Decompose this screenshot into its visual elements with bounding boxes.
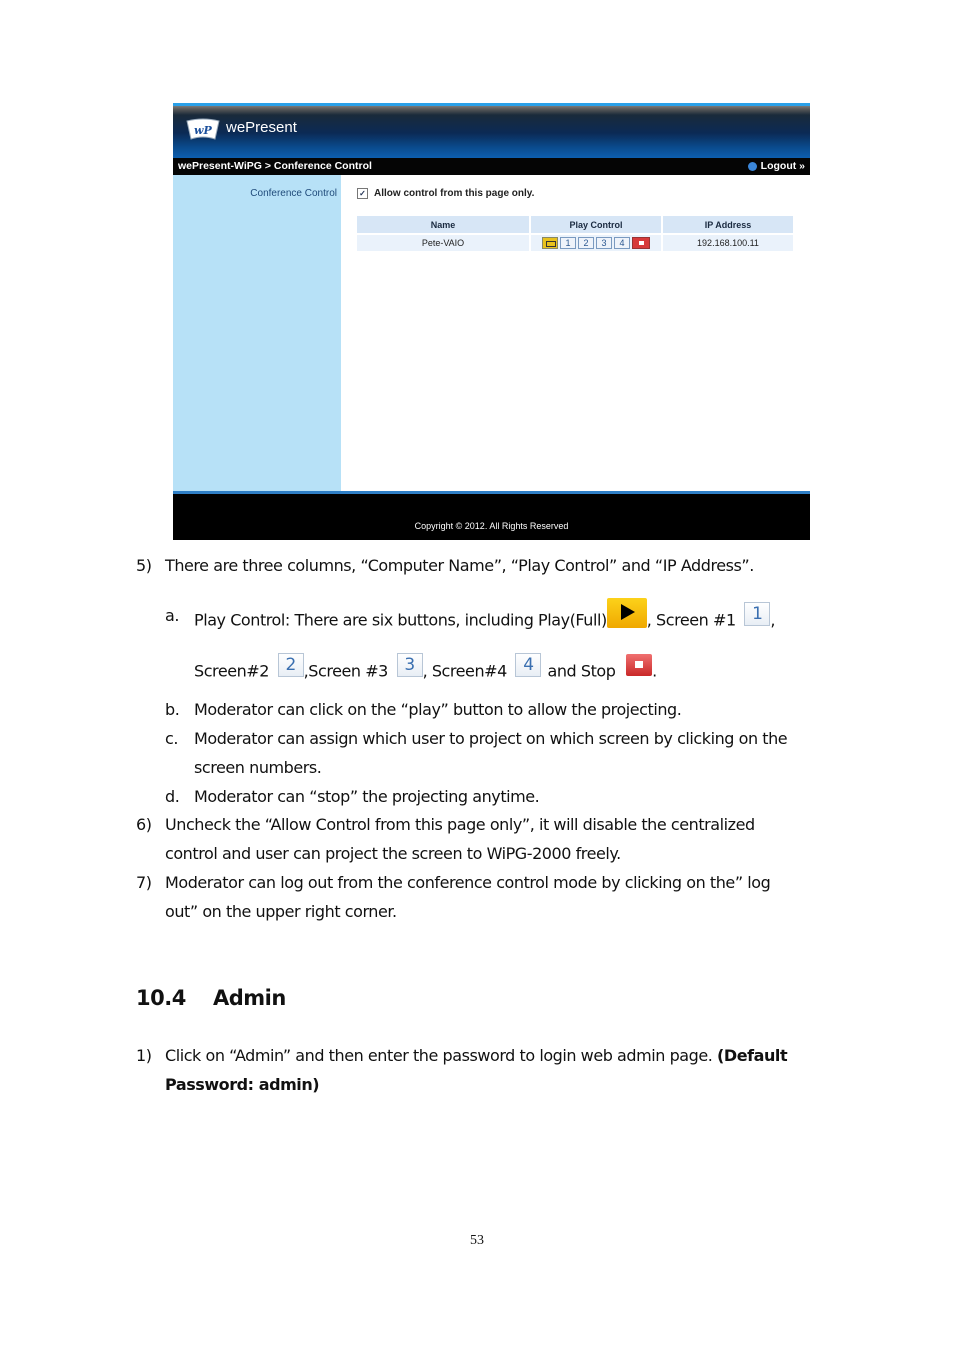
brand-name: wePresent bbox=[226, 119, 297, 136]
logo-text: wP bbox=[194, 124, 212, 137]
section-title: Admin bbox=[213, 986, 286, 1010]
main-content bbox=[341, 175, 810, 491]
item-6-number: 6) bbox=[136, 815, 152, 834]
admin-item-bold-2: Password: admin) bbox=[165, 1075, 320, 1094]
item-a2-text-1: Screen#2 bbox=[194, 661, 269, 681]
item-6-line-2: control and user can project the screen to WiPG-2000 freely. bbox=[165, 844, 621, 863]
item-a2-text-2: ,Screen #3 bbox=[303, 661, 388, 681]
screen-2-button[interactable]: 2 bbox=[578, 237, 594, 249]
screen-3-button[interactable]: 3 bbox=[596, 237, 612, 249]
item-7-number: 7) bbox=[136, 873, 152, 892]
item-c-line-1: Moderator can assign which user to project on which screen by clicking on the bbox=[194, 729, 788, 748]
admin-item-text: Click on “Admin” and then enter the password to login web admin page. bbox=[165, 1046, 713, 1065]
logout-label: Logout » bbox=[760, 160, 805, 172]
admin-item-number: 1) bbox=[136, 1046, 152, 1065]
copyright-text: Copyright © 2012. All Rights Reserved bbox=[414, 521, 569, 531]
section-heading bbox=[136, 986, 286, 1010]
sidebar bbox=[173, 175, 341, 491]
item-a2-text-4: and Stop bbox=[547, 661, 616, 681]
logout-icon bbox=[748, 162, 757, 171]
item-d-number: d. bbox=[165, 787, 180, 806]
breadcrumb: wePresent-WiPG > Conference Control bbox=[178, 160, 372, 172]
item-b-text: Moderator can click on the “play” button to allow the projecting. bbox=[194, 700, 682, 719]
allow-control-checkbox[interactable]: ✓ bbox=[357, 188, 368, 199]
app-footer bbox=[173, 494, 810, 540]
column-header-name: Name bbox=[356, 215, 530, 234]
item-6-line-1: Uncheck the “Allow Control from this page only”, it will disable the centralized bbox=[165, 815, 755, 834]
item-5-number: 5) bbox=[136, 556, 152, 575]
logout-link[interactable] bbox=[748, 160, 805, 172]
screen-4-button[interactable]: 4 bbox=[614, 237, 630, 249]
item-a-text-3: , bbox=[770, 610, 775, 630]
allow-control-row bbox=[357, 188, 534, 199]
item-a2-text-3: , Screen#4 bbox=[422, 661, 507, 681]
column-header-ip-address: IP Address bbox=[662, 215, 794, 234]
sidebar-item-conference-control[interactable]: Conference Control bbox=[250, 188, 337, 199]
item-a-text-2: , Screen #1 bbox=[646, 610, 736, 630]
conference-control-screenshot bbox=[173, 103, 810, 540]
play-full-button[interactable] bbox=[542, 237, 558, 249]
allow-control-label: Allow control from this page only. bbox=[374, 188, 535, 199]
admin-item-bold-1: (Default bbox=[717, 1046, 788, 1065]
app-header bbox=[173, 103, 810, 158]
stop-button[interactable] bbox=[632, 237, 650, 249]
page-number: 53 bbox=[470, 1233, 484, 1248]
item-a2-text-5: . bbox=[652, 661, 657, 681]
item-b-number: b. bbox=[165, 700, 180, 719]
table-row bbox=[356, 234, 794, 252]
screen-1-button[interactable]: 1 bbox=[560, 237, 576, 249]
column-header-play-control: Play Control bbox=[530, 215, 662, 234]
row-name-cell: Pete-VAIO bbox=[356, 234, 530, 252]
item-7-line-1: Moderator can log out from the conference control mode by clicking on the” log bbox=[165, 873, 771, 892]
item-a-line-2 bbox=[194, 655, 657, 684]
conference-table bbox=[355, 214, 795, 253]
row-play-control-cell bbox=[530, 234, 662, 252]
admin-item-line-1 bbox=[165, 1046, 787, 1065]
table-header-row bbox=[356, 215, 794, 234]
section-number: 10.4 bbox=[136, 986, 186, 1010]
stop-icon bbox=[626, 654, 652, 676]
item-a-number: a. bbox=[165, 606, 179, 625]
item-c-number: c. bbox=[165, 729, 178, 748]
item-5-text: There are three columns, “Computer Name”, “Play Control” and “IP Address”. bbox=[165, 556, 754, 575]
nav-bar bbox=[173, 158, 810, 175]
header-accent-line bbox=[173, 103, 810, 106]
screen-2-icon: 2 bbox=[278, 653, 304, 677]
screen-3-icon: 3 bbox=[397, 653, 423, 677]
play-full-icon bbox=[607, 598, 647, 628]
item-c-line-2: screen numbers. bbox=[194, 758, 322, 777]
screen-4-icon: 4 bbox=[515, 653, 541, 677]
item-a-line-1 bbox=[194, 606, 775, 636]
wepresent-logo-icon bbox=[185, 117, 221, 141]
item-a-text-1: Play Control: There are six buttons, including Play(Full) bbox=[194, 610, 607, 630]
row-ip-cell: 192.168.100.11 bbox=[662, 234, 794, 252]
item-7-line-2: out” on the upper right corner. bbox=[165, 902, 397, 921]
item-d-text: Moderator can “stop” the projecting anytime. bbox=[194, 787, 540, 806]
screen-1-icon: 1 bbox=[744, 602, 770, 626]
